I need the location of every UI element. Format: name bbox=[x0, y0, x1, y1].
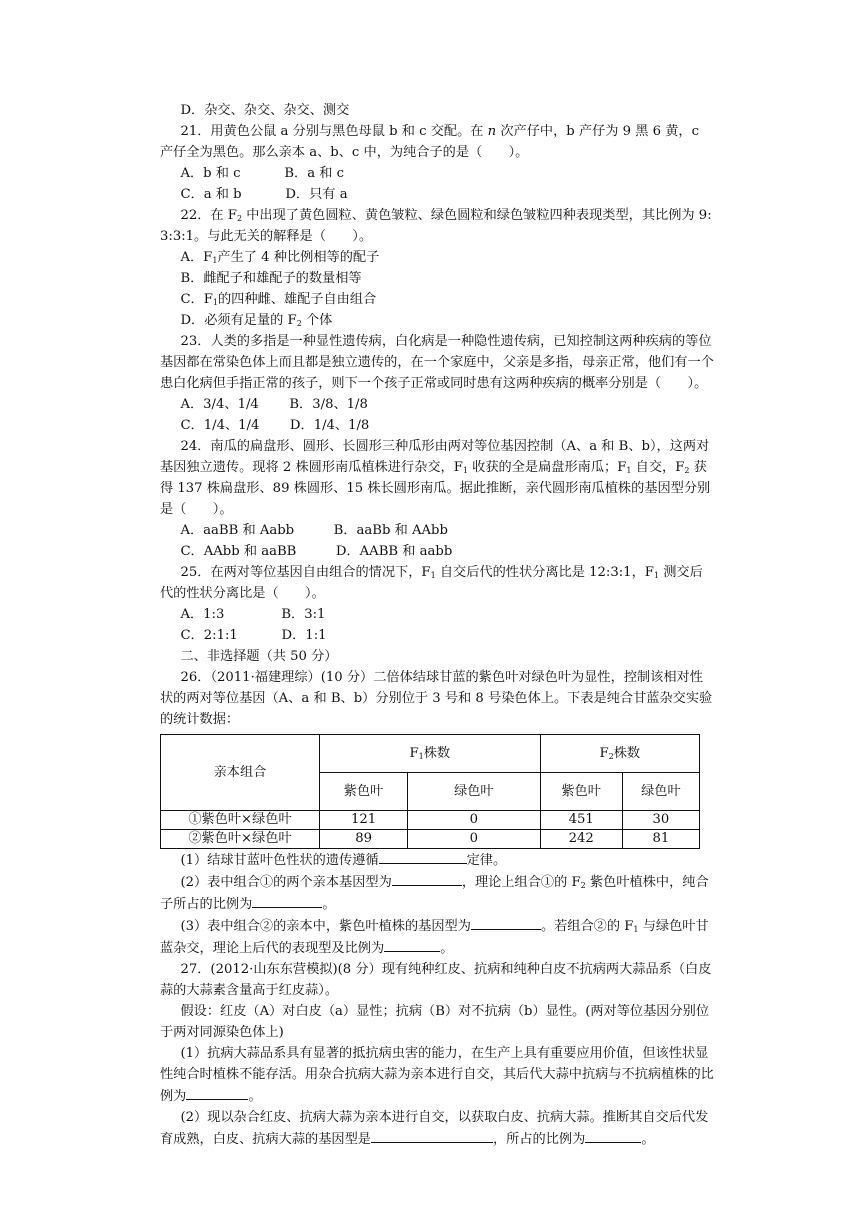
q23-options-ab: A．3/4、1/4 B．3/8、1/8 bbox=[180, 397, 368, 412]
document-content bbox=[160, 100, 715, 1150]
q21-stem: 21．用黄色公鼠 a 分别与黑色母鼠 b 和 c 交配。在 n 次产仔中，b 产仔为 9 黑 6 黄，c 产仔全为黑色。那么亲本 a、b、c 中，为纯合子的是（ ）。 bbox=[160, 124, 699, 160]
q22-option-d: D．必须有足量的 $F_2$ 个体 bbox=[180, 313, 333, 328]
table-subheader-f1-green: 绿色叶 bbox=[408, 773, 540, 811]
answer-blank[interactable] bbox=[371, 1128, 493, 1143]
q25-options-cd: C．2:1:1 D．1:1 bbox=[180, 628, 327, 643]
answer-blank[interactable] bbox=[252, 893, 322, 908]
answer-blank[interactable] bbox=[186, 1085, 248, 1100]
answer-blank[interactable] bbox=[471, 915, 541, 930]
table-header-parent: 亲本组合 bbox=[161, 735, 320, 811]
answer-blank[interactable] bbox=[392, 871, 462, 886]
answer-blank[interactable] bbox=[384, 937, 440, 952]
q22-stem: 22．在 $F_2$ 中出现了黄色圆粒、黄色皱粒、绿色圆粒和绿色皱粒四种表现类型，其比例为 9:3:3:1。与此无关的解释是（ ）。 bbox=[160, 208, 712, 244]
table-header-f1: $F_1$株数 bbox=[320, 735, 541, 773]
q27-sub2: (2）现以杂合红皮、抗病大蒜为亲本进行自交，以获取白皮、抗病大蒜。推断其自交后代发育成熟，白皮、抗病大蒜的基因型是 ，所占的比例为 。 bbox=[160, 1110, 709, 1147]
q25-options-ab: A．1:3 B．3:1 bbox=[180, 607, 326, 622]
q24-options-cd: C．AAbb 和 aaBB D．AABB 和 aabb bbox=[180, 544, 453, 559]
q23-options-cd: C．1/4、1/4 D．1/4、1/8 bbox=[180, 418, 370, 433]
answer-blank[interactable] bbox=[585, 1128, 641, 1143]
table-subheader-f2-purple: 紫色叶 bbox=[540, 773, 622, 811]
q24-stem: 24．南瓜的扁盘形、圆形、长圆形三种瓜形由两对等位基因控制（A、a 和 B、b），这两对基因独立遗传。现将 2 株圆形南瓜植株进行杂交，$F_1$ 收获的全是扁盘形南瓜；$F_1$ 自交，$F_2$ 获得 137 株扁盘形、89 株圆形、15 株长圆形南瓜。据此推断，亲代圆形南瓜植株的基因型分别是（ ）。 bbox=[160, 439, 711, 517]
table-row: ②紫色叶×绿色叶 89 0 242 81 bbox=[161, 830, 700, 849]
table-row: ①紫色叶×绿色叶 121 0 451 30 bbox=[161, 811, 700, 830]
q27-sub1: (1）抗病大蒜品系具有显著的抵抗病虫害的能力，在生产上具有重要应用价值，但该性状显性纯合时植株不能存活。用杂合抗病大蒜为亲本进行自交，其后代大蒜中抗病与不抗病植株的比例为 。 bbox=[160, 1046, 714, 1104]
q23-stem: 23．人类的多指是一种显性遗传病，白化病是一种隐性遗传病，已知控制这两种疾病的等位基因都在常染色体上而且都是独立遗传的，在一个家庭中，父亲是多指，母亲正常，他们有一个患白化病但手指正常的孩子，则下一个孩子正常或同时患有这两种疾病的概率分别是（ ）。 bbox=[160, 334, 714, 391]
q21-options-cd: C．a 和 b D．只有 a bbox=[180, 187, 348, 202]
q26-sub2: (2）表中组合①的两个亲本基因型为 ，理论上组合①的 $F_2$ 紫色叶植株中，纯合子所占的比例为 。 bbox=[160, 871, 715, 915]
q24-options-ab: A．aaBB 和 Aabb B．aaBb 和 AAbb bbox=[180, 523, 448, 538]
q27-stem: 27．(2012·山东东营模拟)(8 分）现有纯种红皮、抗病和纯种白皮不抗病两大蒜品系（白皮蒜的大蒜素含量高于红皮蒜）。 bbox=[160, 962, 712, 998]
section-2-heading: 二、非选择题（共 50 分） bbox=[180, 649, 338, 664]
q22-option-c: C．$F_1$的四种雌、雄配子自由组合 bbox=[180, 292, 377, 307]
answer-blank[interactable] bbox=[379, 849, 467, 864]
table-header-f2: $F_2$株数 bbox=[540, 735, 699, 773]
table-subheader-f1-purple: 紫色叶 bbox=[320, 773, 408, 811]
q21-options-ab: A．b 和 c B．a 和 c bbox=[180, 166, 345, 181]
q26-sub1: (1）结球甘蓝叶色性状的遗传遵循 定律。 bbox=[160, 849, 715, 871]
q26-sub3: (3）表中组合②的亲本中，紫色叶植株的基因型为 。若组合②的 $F_1$ 与绿色叶甘蓝杂交，理论上后代的表现型及比例为 。 bbox=[160, 915, 715, 959]
q22-option-a: A．$F_1$产生了 4 种比例相等的配子 bbox=[180, 250, 380, 265]
q25-stem: 25．在两对等位基因自由组合的情况下，$F_1$ 自交后代的性状分离比是 12:3:1，$F_1$ 测交后代的性状分离比是（ ）。 bbox=[160, 565, 703, 601]
q20-option-d: D．杂交、杂交、杂交、测交 bbox=[180, 103, 350, 118]
q22-option-b: B．雌配子和雄配子的数量相等 bbox=[180, 271, 362, 286]
table-subheader-f2-green: 绿色叶 bbox=[622, 773, 699, 811]
cross-experiment-table bbox=[160, 734, 700, 849]
q27-assumption: 假设：红皮（A）对白皮（a）显性；抗病（B）对不抗病（b）显性。(两对等位基因分别位于两对同源染色体上) bbox=[160, 1004, 710, 1040]
q26-stem: 26．（2011·福建理综）(10 分）二倍体结球甘蓝的紫色叶对绿色叶为显性，控制该相对性状的两对等位基因（A、a 和 B、b）分别位于 3 号和 8 号染色体上。下表是纯合甘蓝杂交实验的统计数据： bbox=[160, 670, 713, 727]
